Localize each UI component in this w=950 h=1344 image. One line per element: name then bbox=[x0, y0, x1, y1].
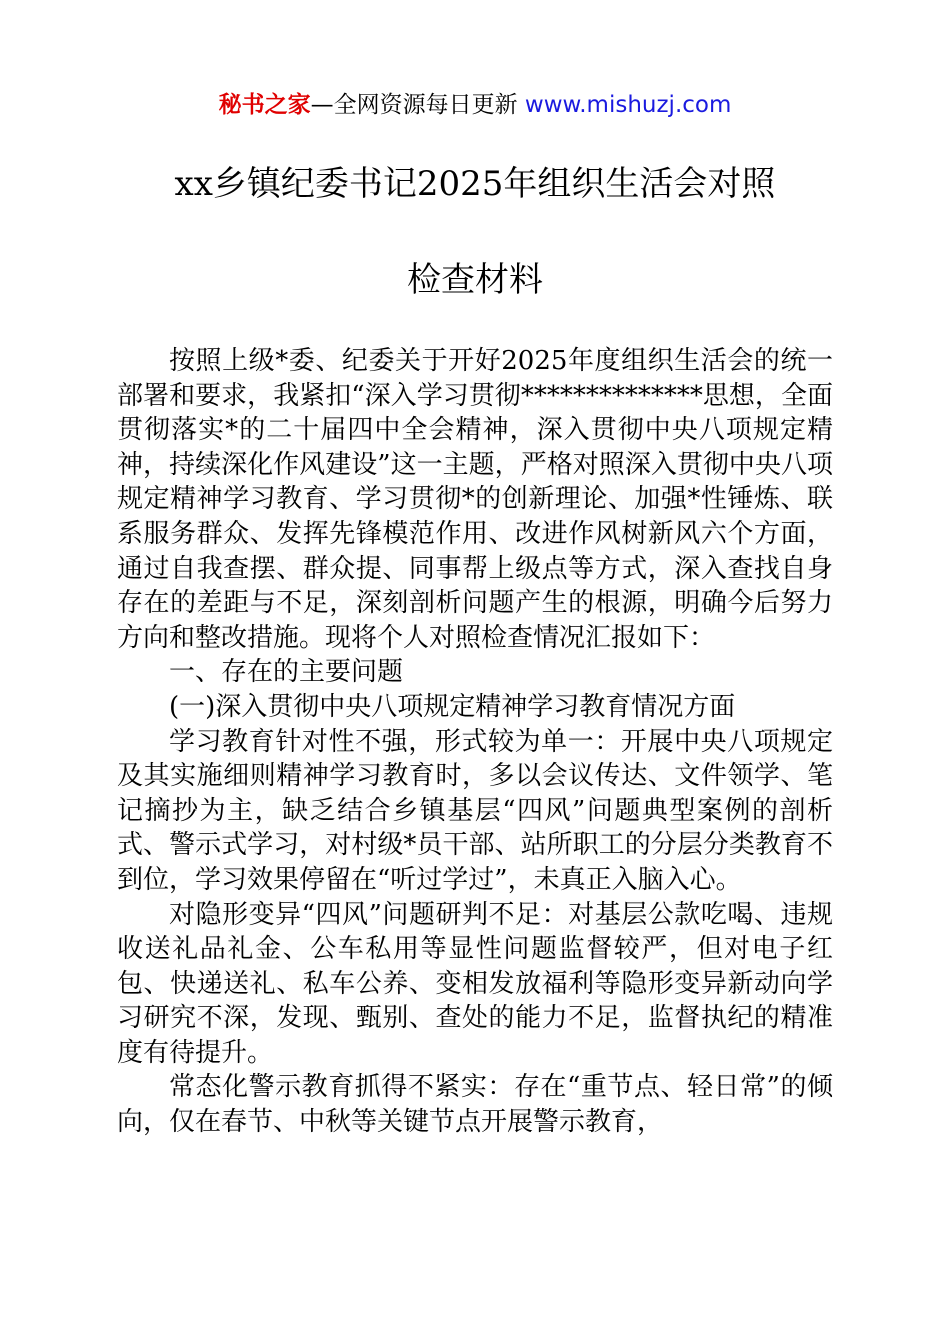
document-body bbox=[117, 344, 833, 1140]
intro-paragraph: 按照上级*委、纪委关于开好2025年度组织生活会的统一部署和要求，我紧扣“深入学习贯彻**************思想，全面贯彻落实*的二十届四中全会精神，深入贯彻中央八项规定精神，持续深化作风建设”这一主题，严格对照深入贯彻中央八项规定精神学习教育、学习贯彻*的创新理论、加强*性锤炼、联系服务群众、发挥先锋模范作用、改进作风树新风六个方面，通过自我查摆、群众提、同事帮上级点等方式，深入查找自身存在的差距与不足，深刻剖析问题产生的根源，明确今后努力方向和整改措施。现将个人对照检查情况汇报如下： bbox=[117, 346, 833, 653]
document-title-line-2: 检查材料 bbox=[407, 260, 543, 300]
body-paragraph: 学习教育针对性不强，形式较为单一：开展中央八项规定及其实施细则精神学习教育时，多以会议传达、文件领学、笔记摘抄为主，缺乏结合乡镇基层“四风”问题典型案例的剖析式、警示式学习，对村级*员干部、站所职工的分层分类教育不到位，学习效果停留在“听过学过”，未真正入脑入心。 bbox=[117, 726, 833, 895]
site-slogan: —全网资源每日更新 bbox=[310, 92, 518, 118]
site-brand: 秘书之家 bbox=[218, 92, 311, 118]
document-title-line-1: xx乡镇纪委书记2025年组织生活会对照 bbox=[174, 164, 776, 204]
subsection-heading: (一)深入贯彻中央八项规定精神学习教育情况方面 bbox=[169, 691, 736, 722]
site-header bbox=[0, 88, 950, 122]
section-heading: 一、存在的主要问题 bbox=[169, 657, 404, 688]
site-url-link[interactable]: www.mishuzj.com bbox=[524, 92, 732, 118]
body-paragraph: 对隐形变异“四风”问题研判不足：对基层公款吃喝、违规收送礼品礼金、公车私用等显性问题监督较严，但对电子红包、快递送礼、私车公养、变相发放福利等隐形变异新动向学习研究不深，发现、甄别、查处的能力不足，监督执纪的精准度有待提升。 bbox=[117, 899, 833, 1068]
body-paragraph: 常态化警示教育抓得不紧实：存在“重节点、轻日常”的倾向，仅在春节、中秋等关键节点开展警示教育， bbox=[117, 1072, 833, 1138]
